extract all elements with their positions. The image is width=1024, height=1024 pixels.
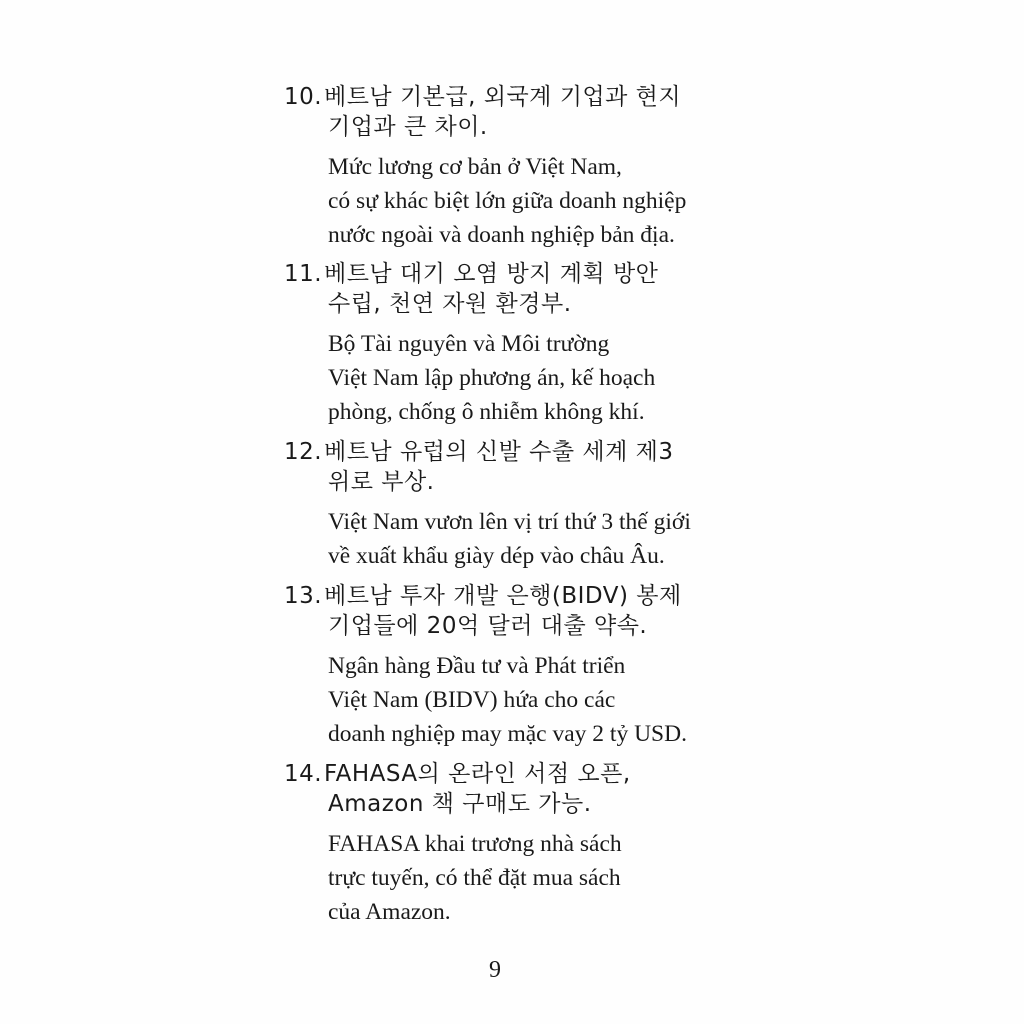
korean-headline-line: 위로 부상. <box>328 469 435 495</box>
vietnamese-line: Ngân hàng Đầu tư và Phát triển <box>328 653 626 679</box>
list-item <box>284 437 744 573</box>
vietnamese-line: nước ngoài và doanh nghiệp bản địa. <box>328 222 675 248</box>
vietnamese-line: có sự khác biệt lớn giữa doanh nghiệp <box>328 188 687 214</box>
vietnamese-line: doanh nghiệp may mặc vay 2 tỷ USD. <box>328 721 687 747</box>
list-item <box>284 759 744 929</box>
korean-headline-line: 11.베트남 대기 오염 방지 계획 방안 <box>284 261 659 287</box>
vietnamese-line: Việt Nam lập phương án, kế hoạch <box>328 365 656 391</box>
vietnamese-line: về xuất khẩu giày dép vào châu Âu. <box>328 543 665 569</box>
vietnamese-line: Việt Nam (BIDV) hứa cho các <box>328 687 616 713</box>
vietnamese-line: Bộ Tài nguyên và Môi trường <box>328 331 610 357</box>
list-item <box>284 581 744 751</box>
vietnamese-line: trực tuyến, có thể đặt mua sách <box>328 865 621 891</box>
korean-headline-line: 기업들에 20억 달러 대출 약속. <box>328 613 648 639</box>
item-number: 11. <box>284 261 323 287</box>
korean-headline-line: Amazon 책 구매도 가능. <box>328 791 592 817</box>
vietnamese-line: phòng, chống ô nhiễm không khí. <box>328 399 645 425</box>
korean-headline-line: 기업과 큰 차이. <box>328 114 488 140</box>
item-number: 14. <box>284 761 323 787</box>
korean-headline-line: 10.베트남 기본급, 외국계 기업과 현지 <box>284 84 682 110</box>
item-number: 12. <box>284 439 323 465</box>
vietnamese-translation <box>284 327 744 429</box>
korean-headline-line: 12.베트남 유럽의 신발 수출 세계 제3 <box>284 439 674 465</box>
page-number: 9 <box>489 957 501 983</box>
vietnamese-line: của Amazon. <box>328 899 451 925</box>
korean-headline-line: 13.베트남 투자 개발 은행(BIDV) 봉제 <box>284 583 682 609</box>
item-number: 13. <box>284 583 323 609</box>
list-item <box>284 259 744 429</box>
list-item <box>284 82 744 252</box>
vietnamese-translation <box>284 150 744 252</box>
vietnamese-line: FAHASA khai trương nhà sách <box>328 831 622 857</box>
korean-headline-line: 수립, 천연 자원 환경부. <box>328 291 572 317</box>
item-number: 10. <box>284 84 323 110</box>
korean-headline-line: 14.FAHASA의 온라인 서점 오픈, <box>284 761 631 787</box>
vietnamese-line: Mức lương cơ bản ở Việt Nam, <box>328 154 622 180</box>
vietnamese-line: Việt Nam vươn lên vị trí thứ 3 thế giới <box>328 509 691 535</box>
vietnamese-translation <box>284 827 744 929</box>
vietnamese-translation <box>284 649 744 751</box>
vietnamese-translation <box>284 505 744 573</box>
